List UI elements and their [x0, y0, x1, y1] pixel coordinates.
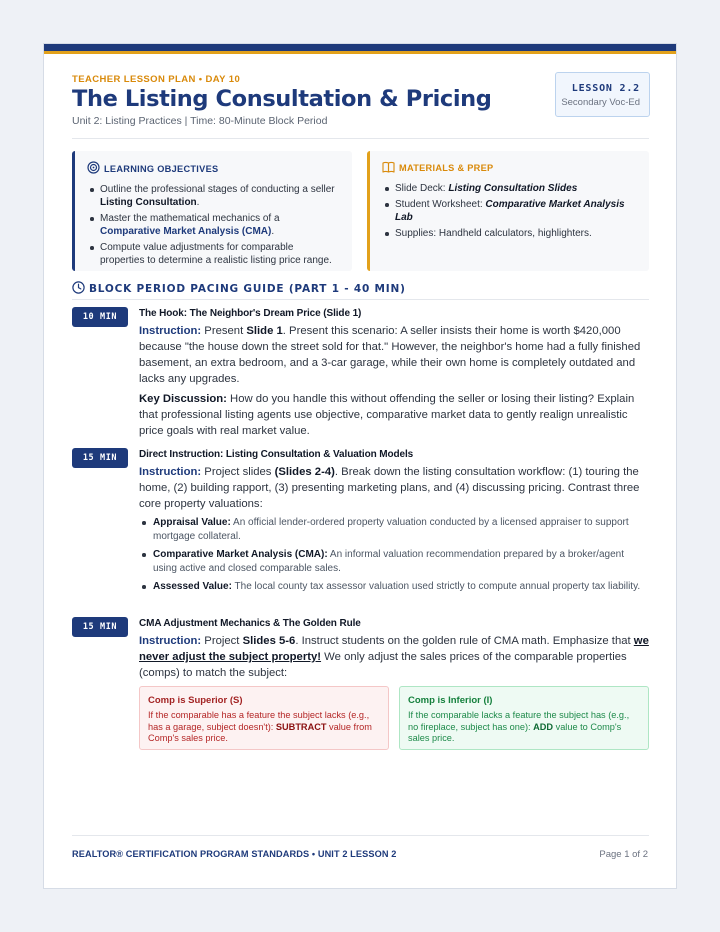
objective-item: Compute value adjustments for comparable properties to determine a realistic listing price range.: [89, 241, 340, 267]
lesson-level: Secondary Voc-Ed: [561, 97, 640, 108]
material-item: Student Worksheet: Comparative Market Analysis Lab: [384, 198, 637, 224]
lesson-code: LESSON 2.2: [571, 83, 640, 94]
segment-title: Direct Instruction: Listing Consultation & Valuation Models: [139, 449, 414, 460]
top-accent-bar: [44, 44, 676, 51]
comp-superior-text: If the comparable has a feature the subject lacks (e.g., has a garage, subject doesn't): SUBTRACT value from Comp's sales price.: [148, 710, 372, 743]
page-title: The Listing Consultation & Pricing: [72, 86, 492, 112]
pacing-heading-label: BLOCK PERIOD PACING GUIDE (PART 1 - 40 MIN): [89, 283, 406, 295]
segment-title: The Hook: The Neighbor's Dream Price (Slide 1): [139, 308, 362, 319]
comp-inferior-text: If the comparable lacks a feature the subject has (e.g., no fireplace, subject has one): ADD value to Comp's sales price.: [408, 710, 630, 743]
objectives-heading-label: LEARNING OBJECTIVES: [104, 163, 219, 174]
top-accent-stripe: [44, 51, 676, 54]
page-number: Page 1 of 2: [599, 849, 648, 860]
time-badge: 15 MIN: [72, 617, 128, 637]
footer-divider: [72, 835, 649, 836]
objective-item: Master the mathematical mechanics of a Comparative Market Analysis (CMA).: [89, 212, 340, 238]
lesson-plan-page: [43, 43, 677, 889]
header-divider: [72, 138, 649, 139]
clock-icon: [72, 281, 85, 297]
comp-superior-card: [139, 686, 389, 750]
materials-heading: [382, 161, 637, 175]
materials-list: [382, 182, 637, 240]
segment-instruction: Instruction: Present Slide 1. Present this scenario: A seller insists their home is worth $420,000 because "the house down the street sold for that." However, the neighbor's home had a fully finished basement, an extra bedroom, and a 3-car garage, while their own home is completely outdated and lacks any upgrades.: [139, 325, 641, 385]
page-subtitle: Unit 2: Listing Practices | Time: 80-Minute Block Period: [72, 115, 328, 127]
segment-discussion: Key Discussion: How do you handle this without offending the seller or losing their listing? Explain that professional listing agents use objective, comparative market data to gently realign unrealistic price goals with real market value.: [139, 393, 635, 437]
objectives-heading: [87, 161, 340, 176]
objective-item: Outline the professional stages of conducting a seller Listing Consultation.: [89, 183, 340, 209]
valuation-list: [139, 516, 649, 594]
objectives-list: [87, 183, 340, 267]
comp-inferior-card: [399, 686, 649, 750]
comp-inferior-title: Comp is Inferior (I): [408, 695, 493, 706]
segment-body: [139, 448, 649, 598]
comp-superior-title: Comp is Superior (S): [148, 695, 243, 706]
material-item: Supplies: Handheld calculators, highlighters.: [384, 227, 637, 240]
segment-instruction: Instruction: Project Slides 5-6. Instruct students on the golden rule of CMA math. Emphasize that we never adjust the subject property! We only adjust the sales prices of the comparable properties (comps) to match the subject:: [139, 635, 649, 679]
book-icon: [382, 161, 395, 175]
time-badge: 15 MIN: [72, 448, 128, 468]
objectives-panel: [72, 151, 352, 271]
lesson-kicker: TEACHER LESSON PLAN • DAY 10: [72, 74, 241, 85]
lesson-badge: [555, 72, 650, 117]
segment-body: [139, 307, 649, 439]
valuation-item-appraisal: Appraisal Value: An official lender-ordered property valuation conducted by a licensed appraiser to support mortgage collateral.: [139, 516, 649, 544]
pacing-heading: [72, 281, 406, 297]
segment-title: CMA Adjustment Mechanics & The Golden Rule: [139, 618, 361, 629]
material-item: Slide Deck: Listing Consultation Slides: [384, 182, 637, 195]
materials-heading-label: MATERIALS & PREP: [399, 163, 494, 173]
pacing-divider: [72, 299, 649, 300]
valuation-item-assessed: Assessed Value: The local county tax assessor valuation used strictly to compute annual property tax liability.: [139, 580, 649, 594]
segment-instruction: Instruction: Project slides (Slides 2-4). Break down the listing consultation workflow: (1) touring the home, (2) building rapport, (3) presenting marketing plans, and (4) discussing pricing. Contrast three core property valuations:: [139, 466, 640, 510]
materials-panel: [367, 151, 649, 271]
valuation-item-cma: Comparative Market Analysis (CMA): An informal valuation recommendation prepared by a broker/agent using active and closed comparable sales.: [139, 548, 649, 576]
segment-body: [139, 617, 649, 681]
time-badge: 10 MIN: [72, 307, 128, 327]
target-icon: [87, 161, 100, 176]
footer-standards: REALTOR® CERTIFICATION PROGRAM STANDARDS • UNIT 2 LESSON 2: [72, 849, 397, 859]
